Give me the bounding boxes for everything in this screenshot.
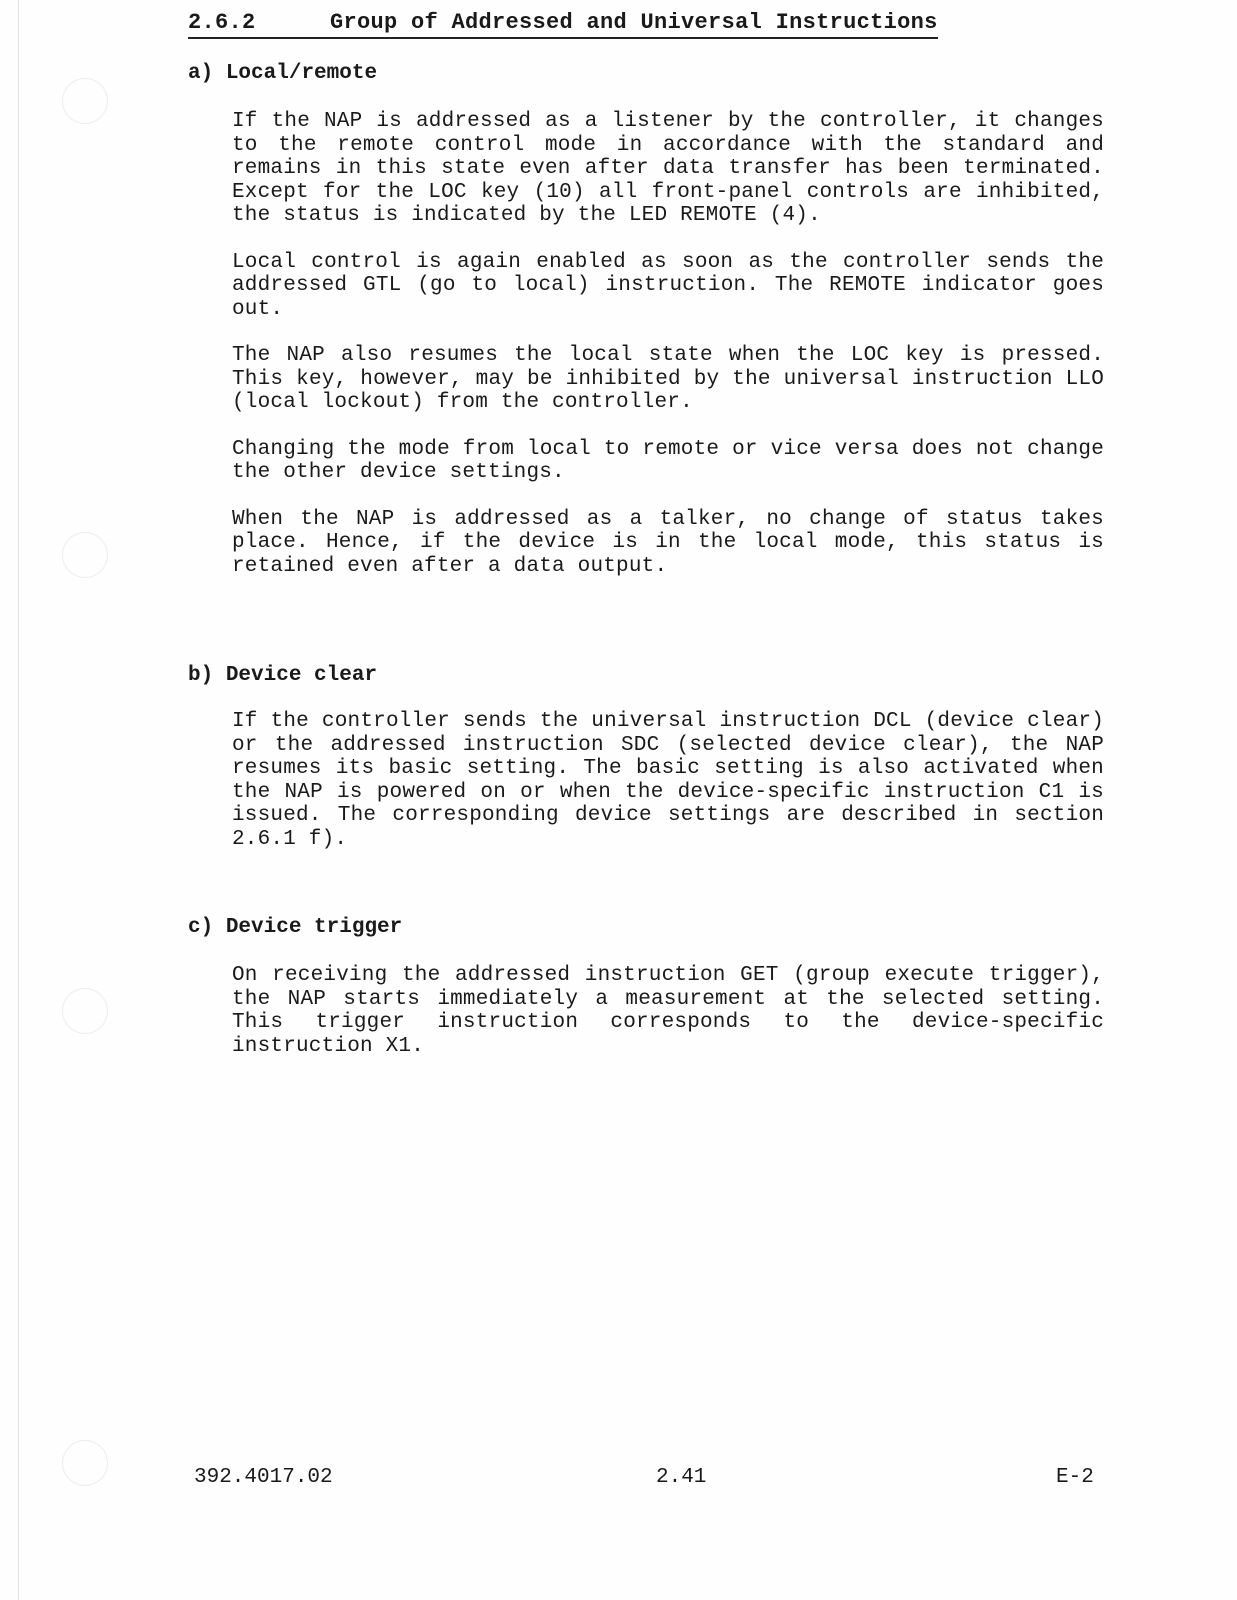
footer-doc-number: 392.4017.02 (194, 1466, 333, 1489)
footer-page-number: 2.41 (656, 1466, 707, 1489)
paragraph: Local control is again enabled as soon as the controller sends the addressed GTL (go to local) instruction. The REMOTE indicator goes out. (232, 250, 1104, 321)
punch-hole (62, 988, 108, 1034)
subsection-heading-a (188, 62, 377, 85)
subsection-heading-b (188, 664, 377, 687)
paragraph: When the NAP is addressed as a talker, no change of status takes place. Hence, if the device is in the local mode, this status is retained even after a data output. (232, 507, 1104, 578)
subsection-body-c (232, 964, 1104, 1081)
paragraph: If the controller sends the universal instruction DCL (device clear) or the addressed instruction SDC (selected device clear), the NAP resumes its basic setting. The basic setting is also activated when the NAP is powered on or when the device-specific instruction C1 is issued. The corresponding device settings are described in section 2.6.1 f). (232, 710, 1104, 851)
footer-edition: E-2 (1056, 1466, 1094, 1489)
subsection-title: Device trigger (225, 916, 403, 939)
section-title: Group of Addressed and Universal Instructions (330, 10, 938, 35)
paragraph: On receiving the addressed instruction GET (group execute trigger), the NAP starts immediately a measurement at the selected setting. This trigger instruction corresponds to the device-specific instruction X1. (232, 964, 1104, 1058)
subsection-heading-c (188, 916, 402, 939)
binder-margin-line (18, 0, 19, 1600)
section-heading (188, 10, 938, 39)
section-number: 2.6.2 (188, 10, 256, 35)
subsection-label: a) (188, 62, 214, 85)
subsection-label: c) (188, 916, 214, 939)
subsection-body-b (232, 710, 1104, 874)
subsection-body-a (232, 110, 1104, 601)
punch-hole (62, 1440, 108, 1486)
subsection-title: Device clear (225, 664, 378, 687)
paragraph: Changing the mode from local to remote or vice versa does not change the other device settings. (232, 437, 1104, 484)
paragraph: If the NAP is addressed as a listener by the controller, it changes to the remote control mode in accordance with the standard and remains in this state even after data transfer has been terminated. Except for the LOC key (10) all front-panel controls are inhibited, the status is indicated by the LED REMOTE (4). (232, 110, 1104, 227)
subsection-title: Local/remote (225, 62, 378, 85)
subsection-label: b) (188, 664, 214, 687)
punch-hole (62, 78, 108, 124)
paragraph: The NAP also resumes the local state when the LOC key is pressed. This key, however, may be inhibited by the universal instruction LLO (local lockout) from the controller. (232, 344, 1104, 414)
punch-hole (62, 532, 108, 578)
